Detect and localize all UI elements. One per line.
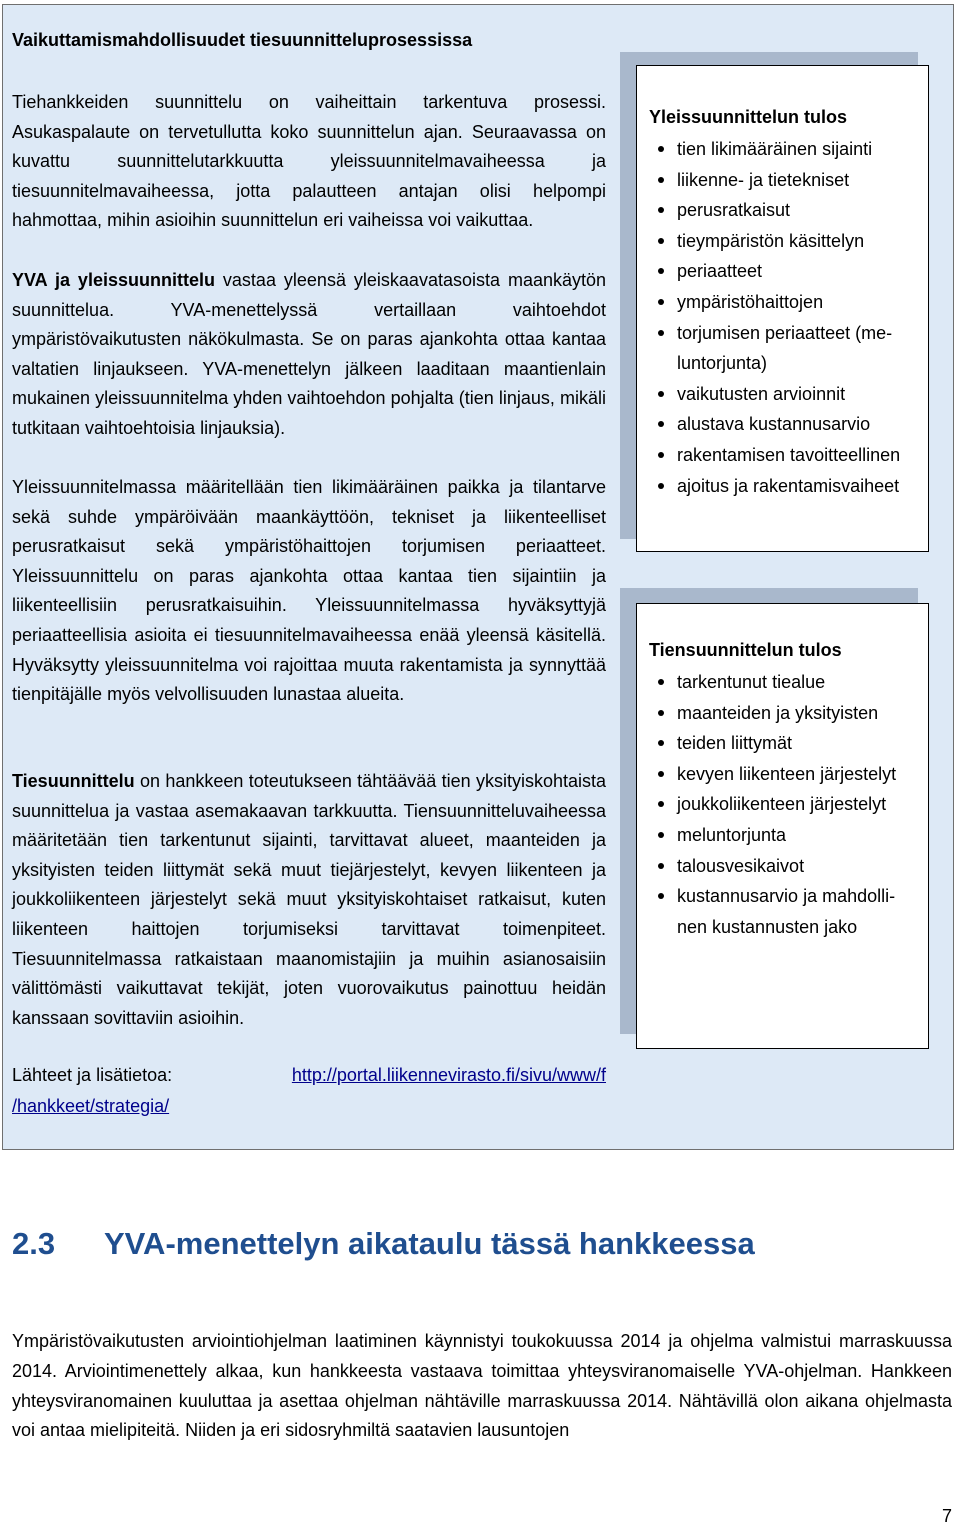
- info-box-title: Vaikuttamismahdollisuudet tiesuunnitteluprosessissa: [12, 30, 473, 50]
- panel-tiesuunnittelu-list: [649, 667, 916, 942]
- list-item-text: ajoitus ja rakentamisvaiheet: [677, 475, 900, 496]
- list-item: [649, 256, 916, 287]
- bullet-icon: [658, 801, 664, 807]
- list-item-text: torjumisen periaatteet (me-: [677, 322, 893, 343]
- list-item-text: ympäristöhaittojen: [677, 291, 824, 312]
- bullet-icon: [658, 740, 664, 746]
- bullet-icon: [658, 421, 664, 427]
- bullet-icon: [658, 330, 664, 336]
- list-item-text: kustannusarvio ja mahdolli-: [677, 886, 896, 907]
- panel-yleissuunnittelu: [636, 65, 929, 552]
- list-item-text: kevyen liikenteen järjestelyt: [677, 763, 897, 784]
- paragraph-tiesuunnittelu-lead: Tiesuunnittelu: [12, 771, 135, 791]
- bullet-icon: [658, 268, 664, 274]
- list-item-text: perusratkaisut: [677, 200, 791, 221]
- sources-label: Lähteet ja lisätietoa:: [12, 1065, 173, 1085]
- paragraph-yva-text: vastaa yleensä yleiskaavatasoista maankäytön suunnittelua. YVA-menettelyssä vertaillaan vaihtoehdot ympäristövaikutusten näkökulmasta. Se on paras ajankohta ottaa kantaa valtatien linjaukseen. YVA-menettelyn jälkeen laaditaan maantienlain mukainen yleissuunnitelma yhden vaihtoehdon pohjalta (tien linjaus, mikäli tutkitaan vaihtoehtoisia linjauksia).: [12, 270, 607, 438]
- list-item-text: vaikutusten arvioinnit: [677, 383, 846, 404]
- section-body: Ympäristövaikutusten arviointiohjelman laatiminen käynnistyi toukokuussa 2014 ja ohjelma valmistui marraskuussa 2014. Arviointimenettely alkaa, kun hankkeesta vastaava toimittaa yhteysviranomaiselle YVA-ohjelman. Hankkeen yhteysviranomainen kuuluttaa ja asettaa ohjelman nähtäville marraskuussa 2014. Nähtävillä olon aikana ohjelmasta voi antaa mielipiteitä. Niiden ja eri sidosryhmiltä saatavien lausuntojen: [12, 1331, 952, 1441]
- sources-link-line1[interactable]: http://portal.liikennevirasto.fi/sivu/www/f: [291, 1065, 606, 1085]
- list-item: [649, 287, 916, 318]
- panel-tiesuunnittelu: [636, 603, 929, 1049]
- list-item-text: liikenne- ja tietekniset: [677, 169, 850, 190]
- list-item-text: talousvesikaivot: [677, 855, 805, 876]
- paragraph-yleissuunnitelma-text: Yleissuunnitelmassa määritellään tien likimääräinen paikka ja tilantarve sekä suhde ympäröivään maankäyttöön, tekniset ja liikenteelliset perusratkaisut sekä ympäristöhaittojen torjumisen periaatteet. Yleissuunnittelu on paras ajankohta ottaa kantaa tien sijaintiin ja liikenteellisiin perusratkaisuihin. Yleissuunnitelmassa hyväksyttyjä periaatteellisia asioita ei tiesuunnitelmavaiheessa enää yleensä käsitellä. Hyväksytty yleissuunnitelma voi rajoittaa muuta rakentamista ja synnyttää tienpitäjälle myös velvollisuuden lunastaa alueita.: [12, 477, 606, 705]
- list-item: [649, 318, 916, 379]
- list-item: [649, 471, 916, 502]
- list-item: [649, 698, 916, 729]
- paragraph-tiesuunnittelu: [12, 767, 606, 1033]
- list-item-text: tien likimääräinen sijainti: [677, 139, 873, 159]
- page-number: 7: [941, 1506, 952, 1526]
- paragraph-yva-lead: YVA ja yleissuunnittelu: [12, 270, 215, 290]
- panel-yleissuunnittelu-list: [649, 134, 916, 501]
- bullet-icon: [658, 771, 664, 777]
- list-item: [649, 379, 916, 410]
- list-item: [649, 440, 916, 471]
- list-item-text: teiden liittymät: [677, 733, 793, 754]
- section-number: 2.3: [12, 1226, 56, 1261]
- sources: [12, 1060, 606, 1122]
- list-item: [649, 165, 916, 196]
- list-item: [649, 759, 916, 790]
- list-item: [649, 409, 916, 440]
- bullet-icon: [658, 483, 664, 489]
- list-item-text: maanteiden ja yksityisten: [677, 702, 879, 723]
- bullet-icon: [658, 177, 664, 183]
- list-item-text: nen kustannusten jako: [677, 916, 858, 937]
- bullet-icon: [658, 832, 664, 838]
- list-item-text: luntorjunta): [677, 353, 768, 374]
- panel-tiesuunnittelu-title: Tiensuunnittelun tulos: [649, 640, 842, 660]
- list-item: [649, 134, 916, 165]
- bullet-icon: [658, 146, 664, 152]
- list-item: [649, 226, 916, 257]
- paragraph-intro-text: Tiehankkeiden suunnittelu on vaiheittain tarkentuva prosessi. Asukaspalaute on tervetullutta koko suunnittelun ajan. Seuraavassa on kuvattu suunnittelutarkkuutta yleissuunnitelmavaiheessa ja tiesuunnitelmavaiheessa, jotta palautteen antajan olisi helpompi hahmottaa, mihin asioihin suunnittelun eri vaiheissa voi vaikuttaa.: [12, 92, 606, 231]
- section-heading: [12, 1226, 755, 1262]
- list-item: [649, 728, 916, 759]
- paragraph-yva: [12, 266, 606, 444]
- paragraph-intro: [12, 88, 606, 236]
- list-item-text: periaatteet: [677, 261, 763, 282]
- list-item-text: rakentamisen tavoitteellinen: [677, 444, 901, 465]
- bullet-icon: [658, 452, 664, 458]
- list-item: [649, 195, 916, 226]
- list-item-text: tarkentunut tiealue: [677, 672, 826, 692]
- list-item-text: tieympäristön käsittelyn: [677, 230, 865, 251]
- bullet-icon: [658, 299, 664, 305]
- paragraph-yleissuunnitelma: [12, 473, 606, 710]
- bullet-icon: [658, 238, 664, 244]
- section-title: YVA-menettelyn aikataulu tässä hankkeessa: [104, 1226, 755, 1261]
- bullet-icon: [658, 893, 664, 899]
- list-item: [649, 820, 916, 851]
- list-item: [649, 851, 916, 882]
- panel-yleissuunnittelu-title: Yleissuunnittelun tulos: [649, 107, 848, 127]
- bullet-icon: [658, 710, 664, 716]
- list-item: [649, 667, 916, 698]
- list-item: [649, 881, 916, 942]
- bullet-icon: [658, 863, 664, 869]
- bullet-icon: [658, 391, 664, 397]
- list-item-text: meluntorjunta: [677, 824, 787, 845]
- paragraph-tiesuunnittelu-text: on hankkeen toteutukseen tähtäävää tien yksityiskohtaista suunnittelua ja vastaa asemakaavan tarkkuutta. Tiensuunnitteluvaiheessa määritetään tien tarkentunut sijainti, tarvittavat alueet, maanteiden ja yksityisten teiden liittymät sekä muut tiejärjestelyt, kevyen liikenteen ja joukkoliikenteen järjestelyt sekä muut yksityiskohtaiset ratkaisut, kuten liikenteen haittojen torjumiseksi tarvittavat toimenpiteet. Tiesuunnitelmassa ratkaistaan maanomistajiin ja muihin asianosaisiin välittömästi vaikuttavat tekijät, joten vuorovaikutus painottuu heidän kanssaan sovittaviin asioihin.: [12, 771, 606, 1028]
- bullet-icon: [658, 679, 664, 685]
- bullet-icon: [658, 207, 664, 213]
- list-item-text: alustava kustannusarvio: [677, 414, 871, 435]
- list-item-text: joukkoliikenteen järjestelyt: [677, 794, 887, 815]
- list-item: [649, 789, 916, 820]
- sources-link-line2[interactable]: /hankkeet/strategia/: [12, 1096, 170, 1116]
